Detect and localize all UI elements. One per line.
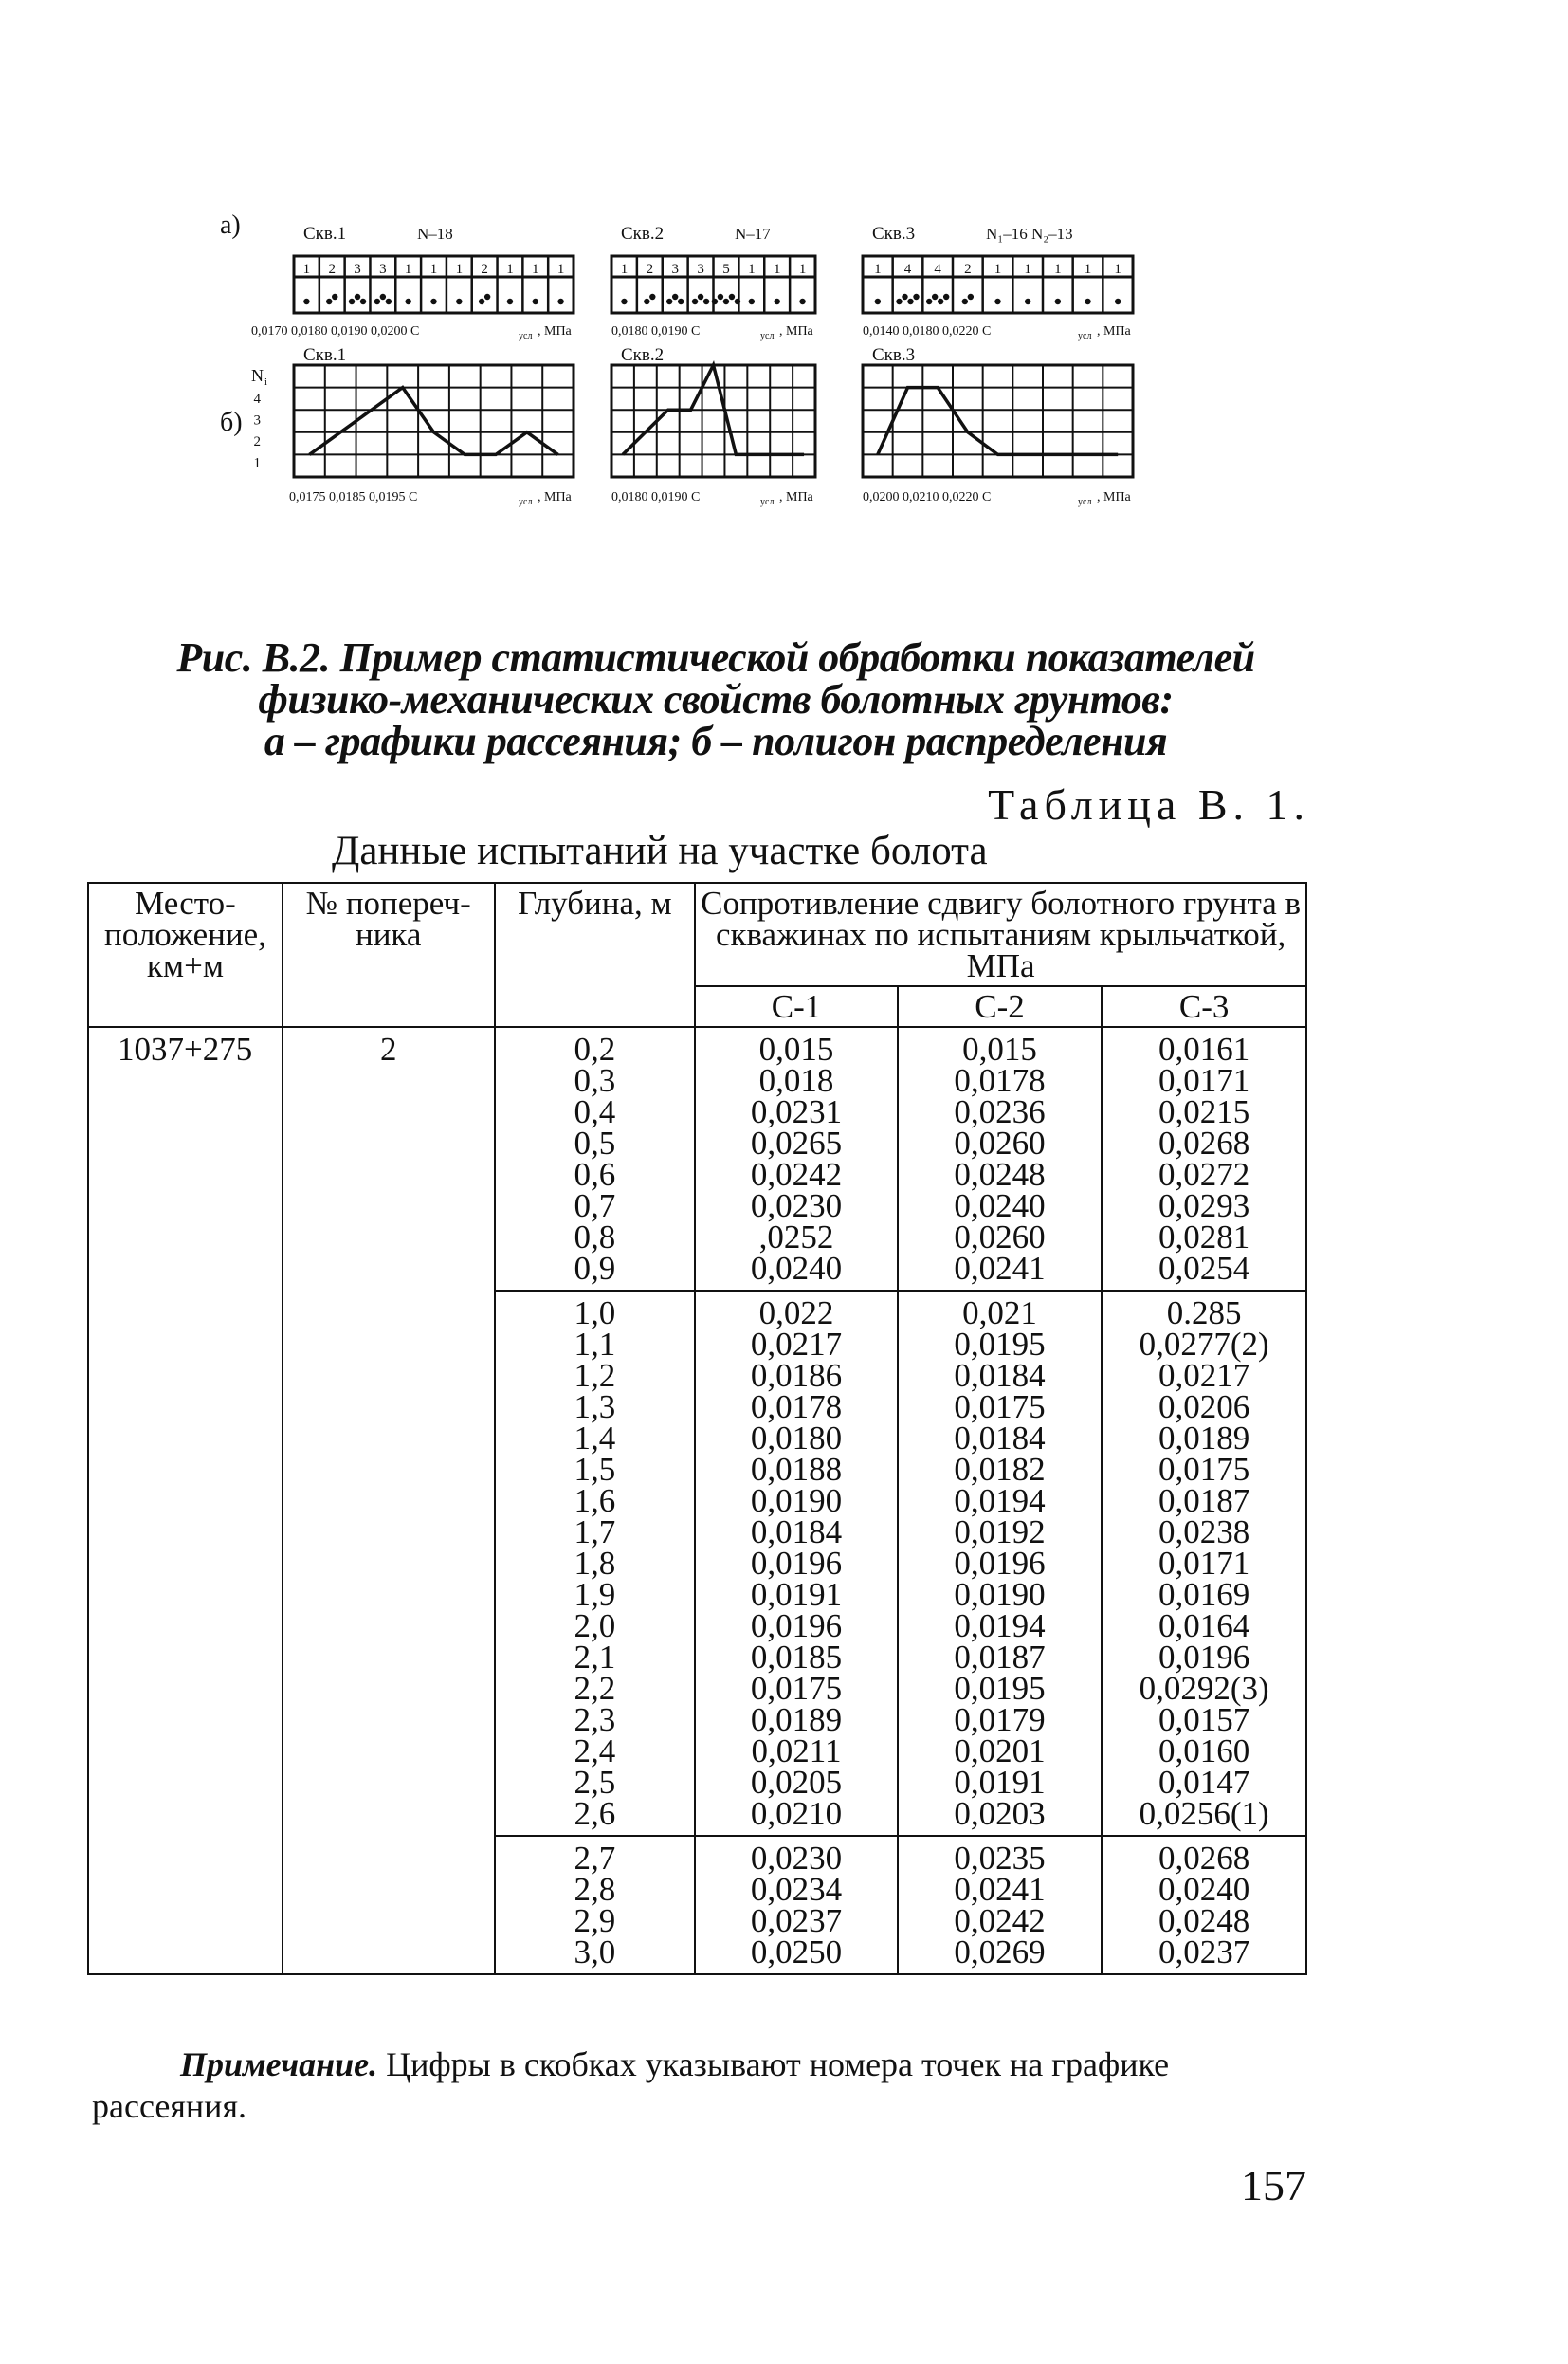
c2-value: 0,0260 (954, 1125, 1046, 1162)
well-a-axis: 0,0170 0,0180 0,0190 0,0200 C (251, 324, 420, 339)
depth-value: 0,4 (574, 1093, 616, 1130)
header-depth: Глубина, м (495, 883, 696, 1027)
scatter-point (723, 299, 729, 304)
c2-cell (898, 1027, 1103, 1291)
caption-line-2: физико-механических свойств болотных грунтов: (258, 676, 1174, 723)
c1-value: ,0252 (758, 1219, 834, 1255)
c2-value: 0,0184 (954, 1357, 1046, 1394)
scatter-point (962, 299, 968, 304)
scatter-count: 1 (874, 262, 882, 277)
scatter-count: 1 (620, 262, 629, 277)
scatter-point (913, 294, 919, 300)
scatter-point (374, 299, 380, 304)
scatter-point (1115, 299, 1121, 304)
c3-value: 0,0171 (1158, 1062, 1250, 1099)
scatter-point (621, 299, 627, 304)
depth-value: 1,9 (574, 1576, 616, 1613)
c1-value: 0,022 (758, 1294, 834, 1331)
panel-b-label: б) (220, 408, 243, 437)
well-a-title: Скв.2 (621, 224, 665, 244)
c3-value: 0,0175 (1158, 1451, 1250, 1488)
scatter-point (994, 299, 1000, 304)
depth-value: 0,6 (574, 1156, 616, 1193)
c1-value: 0,0188 (750, 1451, 843, 1488)
scatter-point (902, 294, 907, 300)
figure-caption (119, 634, 1313, 764)
c3-value: 0,0237 (1158, 1933, 1250, 1970)
distribution-polygon (309, 388, 557, 455)
well-a-axis-sub: усл (760, 331, 775, 341)
c2-value: 0,015 (962, 1031, 1037, 1068)
y-axis-label: N (251, 366, 264, 385)
c1-value: 0,0190 (750, 1482, 843, 1519)
well-a-axis-unit: , МПа (1097, 324, 1131, 339)
c3-value: 0,0254 (1158, 1250, 1250, 1287)
panel-a-label: а) (220, 211, 241, 240)
scatter-count: 2 (964, 262, 972, 277)
scatter-count: 3 (379, 262, 387, 277)
scatter-point (405, 299, 410, 304)
c1-value: 0,0185 (750, 1639, 843, 1676)
well-a-n: N–17 (735, 225, 771, 243)
scatter-count: 2 (646, 262, 654, 277)
depth-value: 2,3 (574, 1701, 616, 1738)
scatter-point (749, 299, 755, 304)
c1-value: 0,0211 (751, 1732, 842, 1769)
c2-value: 0,0195 (954, 1670, 1046, 1707)
well-b-axis: 0,0200 0,0210 0,0220 C (863, 490, 992, 504)
well-b-axis: 0,0180 0,0190 C (611, 490, 701, 504)
depth-value: 3,0 (574, 1933, 616, 1970)
c2-value: 0,0269 (954, 1933, 1046, 1970)
scatter-count: 1 (455, 262, 464, 277)
depth-value: 1,8 (574, 1545, 616, 1582)
depth-value: 1,1 (574, 1326, 616, 1363)
depth-value: 2,5 (574, 1764, 616, 1801)
c3-cell (1102, 1027, 1306, 1291)
c3-value: 0,0248 (1158, 1902, 1250, 1939)
c2-value: 0,0240 (954, 1187, 1046, 1224)
c3-value: 0,0256(1) (1139, 1795, 1269, 1832)
depth-value: 1,4 (574, 1420, 616, 1457)
scatter-point (799, 299, 805, 304)
well-b-title: Скв.3 (872, 345, 916, 365)
scatter-count: 4 (934, 262, 941, 277)
scatter-point (926, 299, 932, 304)
scatter-count: 1 (302, 262, 311, 277)
scatter-point (703, 299, 709, 304)
depth-value: 0,9 (574, 1250, 616, 1287)
c1-value: 0,0180 (750, 1420, 843, 1457)
polygon-box (294, 365, 574, 477)
scatter-point (380, 294, 386, 300)
scatter-count: 1 (798, 262, 807, 277)
caption-line-1: Рис. В.2. Пример статистической обработки показателей (176, 634, 1255, 681)
scatter-count: 2 (328, 262, 336, 277)
header-c1: С-1 (695, 986, 898, 1027)
well-b-axis-sub: усл (1078, 497, 1092, 507)
scatter-point (698, 294, 703, 300)
data-table (87, 882, 1307, 1975)
c2-cell (898, 1291, 1103, 1836)
c3-value: 0,0160 (1158, 1732, 1250, 1769)
c1-value: 0,0250 (750, 1933, 843, 1970)
c3-value: 0,0171 (1158, 1545, 1250, 1582)
c3-value: 0,0292(3) (1139, 1670, 1269, 1707)
header-c2: С-2 (898, 986, 1103, 1027)
depth-cell (495, 1291, 696, 1836)
scatter-count: 1 (773, 262, 781, 277)
c2-value: 0,0235 (954, 1840, 1046, 1877)
well-b-title: Скв.1 (303, 345, 347, 365)
c2-value: 0,0194 (954, 1607, 1046, 1644)
note-text: Цифры в скобках указывают номера точек на графике (377, 2045, 1170, 2083)
c2-value: 0,0196 (954, 1545, 1046, 1582)
scatter-point (666, 299, 672, 304)
scatter-count: 1 (1114, 262, 1121, 277)
scatter-count: 1 (404, 262, 412, 277)
c3-value: 0.285 (1166, 1294, 1242, 1331)
c3-cell (1102, 1836, 1306, 1974)
well-a-axis: 0,0140 0,0180 0,0220 C (863, 324, 992, 339)
c2-value: 0,0242 (954, 1902, 1046, 1939)
scatter-count: 3 (671, 262, 679, 277)
scatter-point (360, 299, 366, 304)
scatter-count: 1 (532, 262, 539, 277)
well-b-axis-unit: , МПа (1097, 490, 1131, 504)
c1-value: 0,0240 (750, 1250, 843, 1287)
depth-value: 0,5 (574, 1125, 616, 1162)
caption-line-3: а – графики рассеяния; б – полигон распределения (264, 718, 1168, 764)
scatter-point (774, 299, 779, 304)
scatter-point (326, 299, 332, 304)
c2-value: 0,0187 (954, 1639, 1046, 1676)
depth-cell (495, 1836, 696, 1974)
well-a-axis: 0,0180 0,0190 C (611, 324, 701, 339)
scatter-point (712, 299, 718, 304)
c2-value: 0,0191 (954, 1764, 1046, 1801)
scatter-count: 3 (354, 262, 361, 277)
figure-svg (237, 218, 1213, 626)
scatter-point (349, 299, 355, 304)
c1-value: 0,0205 (750, 1764, 843, 1801)
well-b-axis-unit: , МПа (538, 490, 572, 504)
c2-value: 0,0195 (954, 1326, 1046, 1363)
c3-value: 0,0281 (1158, 1219, 1250, 1255)
scatter-point (479, 299, 484, 304)
c1-value: 0,015 (758, 1031, 834, 1068)
c1-value: 0,018 (758, 1062, 834, 1099)
c2-value: 0,0260 (954, 1219, 1046, 1255)
scatter-count: 1 (1084, 262, 1092, 277)
well-b-title: Скв.2 (621, 345, 665, 365)
c1-cell (695, 1291, 898, 1836)
well-b-axis-sub: усл (519, 497, 533, 507)
c2-value: 0,0192 (954, 1513, 1046, 1550)
depth-value: 1,7 (574, 1513, 616, 1550)
scatter-count: 1 (994, 262, 1002, 277)
depth-value: 1,3 (574, 1388, 616, 1425)
depth-value: 2,0 (574, 1607, 616, 1644)
y-tick: 1 (253, 455, 261, 471)
c2-value: 0,0194 (954, 1482, 1046, 1519)
distribution-polygon (878, 388, 1118, 455)
c1-value: 0,0196 (750, 1545, 843, 1582)
header-cross-no: № попереч-ника (283, 883, 495, 1027)
c3-value: 0,0277(2) (1139, 1326, 1269, 1363)
well-a-title: Скв.3 (872, 224, 916, 244)
scatter-point (943, 294, 949, 300)
scatter-count: 1 (556, 262, 565, 277)
location-cell: 1037+275 (88, 1027, 283, 1974)
depth-value: 0,3 (574, 1062, 616, 1099)
c1-value: 0,0231 (750, 1093, 843, 1130)
c2-value: 0,0190 (954, 1576, 1046, 1613)
c1-value: 0,0191 (750, 1576, 843, 1613)
y-tick: 3 (253, 412, 261, 429)
c3-value: 0,0268 (1158, 1840, 1250, 1877)
c3-value: 0,0189 (1158, 1420, 1250, 1457)
c2-value: 0,0184 (954, 1420, 1046, 1457)
c1-value: 0,0234 (750, 1871, 843, 1908)
y-tick: 2 (253, 434, 261, 449)
scatter-point (938, 299, 943, 304)
scatter-count: 1 (748, 262, 756, 277)
scatter-point (507, 299, 513, 304)
c2-value: 0,0248 (954, 1156, 1046, 1193)
scatter-count: 1 (1024, 262, 1031, 277)
scatter-point (456, 299, 462, 304)
well-b-axis-sub: усл (760, 497, 775, 507)
c1-value: 0,0178 (750, 1388, 843, 1425)
table-note (180, 2043, 1308, 2085)
scatter-point (355, 294, 360, 300)
scatter-count: 3 (697, 262, 704, 277)
scatter-count: 1 (1054, 262, 1062, 277)
well-b-axis: 0,0175 0,0185 0,0195 C (289, 490, 418, 504)
c1-value: 0,0175 (750, 1670, 843, 1707)
scatter-point (692, 299, 698, 304)
scatter-point (332, 294, 337, 300)
scatter-point (678, 299, 684, 304)
c3-value: 0,0217 (1158, 1357, 1250, 1394)
scatter-point (386, 299, 392, 304)
table-title: Таблица В. 1. (988, 780, 1310, 829)
c1-value: 0,0242 (750, 1156, 843, 1193)
scatter-point (896, 299, 902, 304)
c3-value: 0,0161 (1158, 1031, 1250, 1068)
scatter-point (644, 299, 649, 304)
well-a-axis-unit: , МПа (779, 324, 813, 339)
c2-value: 0,0201 (954, 1732, 1046, 1769)
depth-value: 2,7 (574, 1840, 616, 1877)
c3-value: 0,0187 (1158, 1482, 1250, 1519)
scatter-point (718, 294, 723, 300)
c3-value: 0,0147 (1158, 1764, 1250, 1801)
scatter-point (1055, 299, 1061, 304)
depth-value: 0,2 (574, 1031, 616, 1068)
c2-value: 0,0203 (954, 1795, 1046, 1832)
c1-value: 0,0237 (750, 1902, 843, 1939)
c2-cell (898, 1836, 1103, 1974)
c3-value: 0,0293 (1158, 1187, 1250, 1224)
scatter-point (672, 294, 678, 300)
c1-cell (695, 1836, 898, 1974)
depth-value: 1,0 (574, 1294, 616, 1331)
depth-value: 0,7 (574, 1187, 616, 1224)
c3-value: 0,0169 (1158, 1576, 1250, 1613)
scatter-point (430, 299, 436, 304)
depth-value: 2,1 (574, 1639, 616, 1676)
c1-value: 0,0196 (750, 1607, 843, 1644)
c2-value: 0,0241 (954, 1250, 1046, 1287)
c3-value: 0,0240 (1158, 1871, 1250, 1908)
well-a-title: Скв.1 (303, 224, 347, 244)
c1-value: 0,0230 (750, 1187, 843, 1224)
depth-value: 2,8 (574, 1871, 616, 1908)
scatter-count: 2 (481, 262, 488, 277)
c2-value: 0,0175 (954, 1388, 1046, 1425)
header-c3: С-3 (1102, 986, 1306, 1027)
y-axis-label-sub: i (264, 376, 268, 388)
y-tick: 4 (253, 392, 261, 407)
scatter-point (303, 299, 309, 304)
c2-value: 0,021 (962, 1294, 1037, 1331)
c1-value: 0,0230 (750, 1840, 843, 1877)
c1-value: 0,0186 (750, 1357, 843, 1394)
well-a-n: N₁–16 N₂–13 (986, 225, 1073, 243)
scatter-count: 1 (429, 262, 438, 277)
c3-value: 0,0164 (1158, 1607, 1250, 1644)
c1-value: 0,0210 (750, 1795, 843, 1832)
well-a-axis-sub: усл (519, 331, 533, 341)
scatter-point (533, 299, 538, 304)
note-label: Примечание. (180, 2045, 378, 2083)
polygon-box (863, 365, 1133, 477)
scatter-count: 4 (903, 262, 912, 277)
scatter-point (1085, 299, 1090, 304)
c1-value: 0,0189 (750, 1701, 843, 1738)
c2-value: 0,0179 (954, 1701, 1046, 1738)
c2-value: 0,0178 (954, 1062, 1046, 1099)
c3-value: 0,0215 (1158, 1093, 1250, 1130)
c2-value: 0,0236 (954, 1093, 1046, 1130)
scatter-count: 5 (722, 262, 730, 277)
well-b-axis-unit: , МПа (779, 490, 813, 504)
c3-value: 0,0272 (1158, 1156, 1250, 1193)
depth-value: 0,8 (574, 1219, 616, 1255)
depth-value: 1,5 (574, 1451, 616, 1488)
depth-value: 1,6 (574, 1482, 616, 1519)
scatter-point (484, 294, 490, 300)
scatter-point (649, 294, 655, 300)
c2-value: 0,0182 (954, 1451, 1046, 1488)
c1-value: 0,0217 (750, 1326, 843, 1363)
note-text-continued: рассеяния. (92, 2087, 247, 2125)
table-subtitle: Данные испытаний на участке болота (332, 829, 988, 873)
c1-cell (695, 1027, 898, 1291)
scatter-point (875, 299, 881, 304)
c3-value: 0,0157 (1158, 1701, 1250, 1738)
well-a-axis-unit: , МПа (538, 324, 572, 339)
depth-value: 2,9 (574, 1902, 616, 1939)
table-row (88, 1027, 1306, 1291)
header-location: Место-положение, км+м (88, 883, 283, 1027)
scatter-point (729, 294, 735, 300)
depth-value: 1,2 (574, 1357, 616, 1394)
c3-cell (1102, 1291, 1306, 1836)
depth-cell (495, 1027, 696, 1291)
polygon-box (611, 365, 815, 477)
c3-value: 0,0196 (1158, 1639, 1250, 1676)
c3-value: 0,0206 (1158, 1388, 1250, 1425)
c1-value: 0,0265 (750, 1125, 843, 1162)
scatter-count: 1 (506, 262, 514, 277)
cross-no-cell: 2 (283, 1027, 495, 1974)
c1-value: 0,0184 (750, 1513, 843, 1550)
c2-value: 0,0241 (954, 1871, 1046, 1908)
depth-value: 2,2 (574, 1670, 616, 1707)
scatter-point (907, 299, 913, 304)
scatter-point (932, 294, 938, 300)
well-a-axis-sub: усл (1078, 331, 1092, 341)
scatter-point (1025, 299, 1030, 304)
page-number: 157 (1241, 2161, 1306, 2209)
c3-value: 0,0238 (1158, 1513, 1250, 1550)
well-a-n: N–18 (417, 225, 453, 243)
c3-value: 0,0268 (1158, 1125, 1250, 1162)
depth-value: 2,4 (574, 1732, 616, 1769)
depth-value: 2,6 (574, 1795, 616, 1832)
header-resistance: Сопротивление сдвигу болотного грунта в скважинах по испытаниям крыльчаткой, МПа (695, 883, 1306, 986)
scatter-point (968, 294, 974, 300)
scatter-point (557, 299, 563, 304)
